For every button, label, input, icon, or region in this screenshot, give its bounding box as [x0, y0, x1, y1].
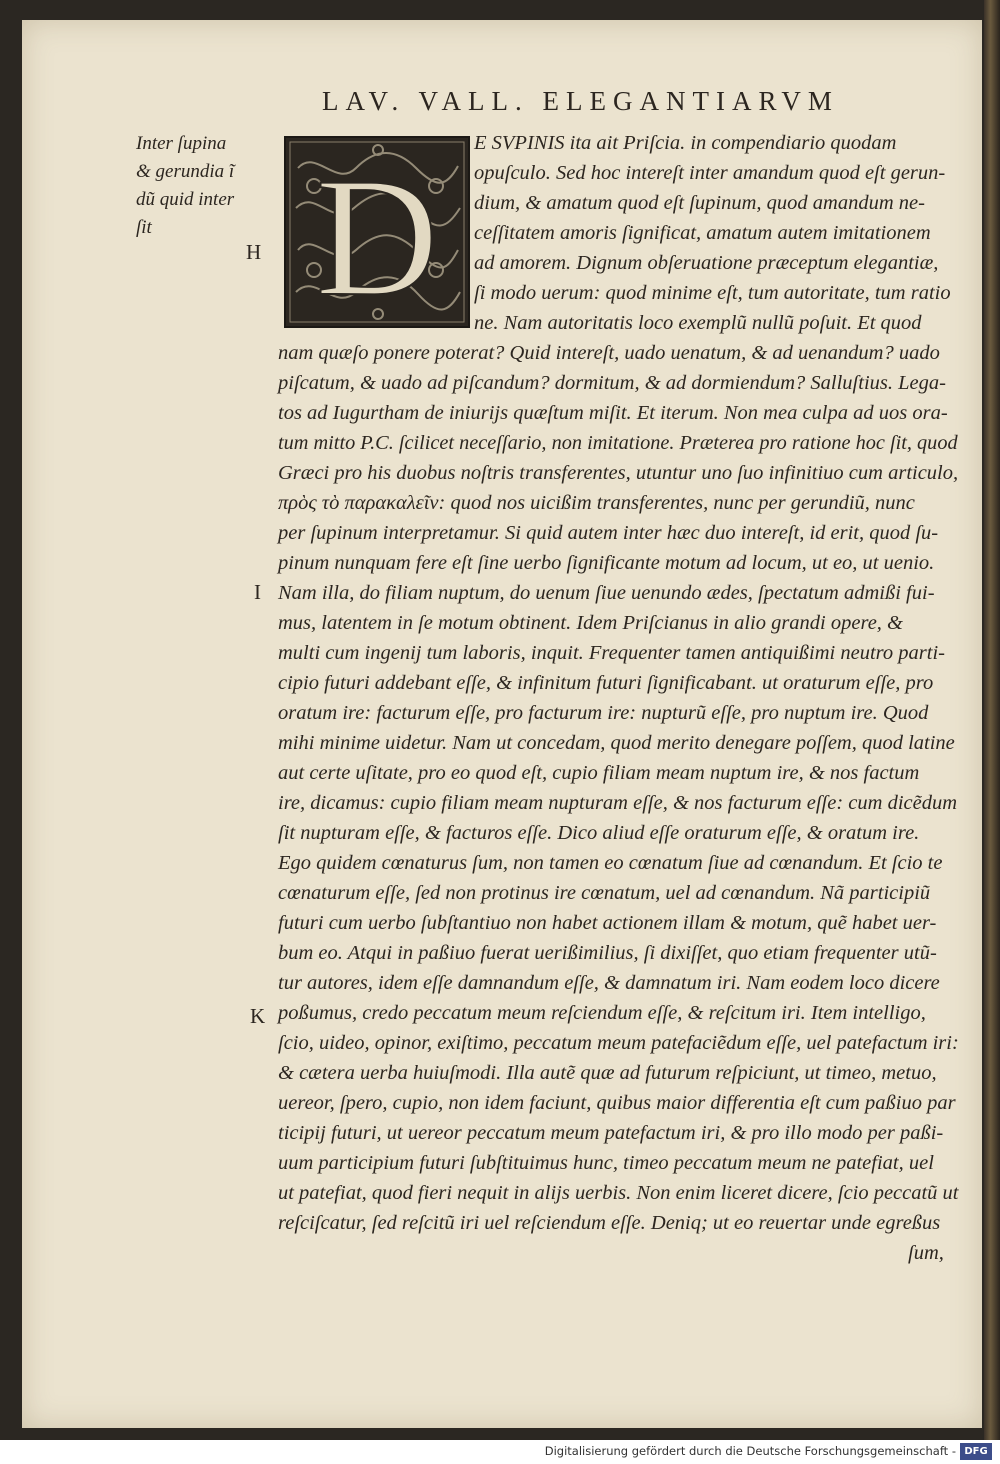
- text-line: E SVPINIS ita ait Priſcia. in compendiario quodam: [474, 132, 897, 154]
- signature-mark: H: [246, 240, 262, 264]
- decorated-initial-art: [286, 138, 468, 326]
- text-line: uum participium futuri ſubſtituimus hunc, timeo peccatum meum ne patefiat, uel: [278, 1152, 934, 1174]
- text-line: poßumus, credo peccatum meum reſciendum eſſe, & reſcitum iri. Item intelligo,: [278, 1002, 926, 1024]
- text-line: nam quæſo ponere poterat? Quid intereſt, uado uenatum, & ad uenandum? uado: [278, 342, 940, 364]
- text-line: ſit nupturam eſſe, & facturos eſſe. Dico aliud eſſe oraturum eſſe, & oratum ire.: [278, 822, 920, 844]
- text-line: piſcatum, & uado ad piſcandum? dormitum, & ad dormiendum? Salluſtius. Lega-: [278, 372, 946, 394]
- text-line: reſciſcatur, ſed reſcitũ iri uel reſciendum eſſe. Deniq; ut eo reuertar unde egreßus: [278, 1212, 941, 1234]
- text-line: ut patefiat, quod fieri nequit in alijs uerbis. Non enim liceret dicere, ſcio peccatũ ut: [278, 1182, 959, 1204]
- marginal-note-line: dũ quid inter: [136, 189, 235, 210]
- text-line: uereor, ſpero, cupio, non idem faciunt, quibus maior differentia eſt cum paßiuo par: [278, 1092, 956, 1114]
- text-line: futuri cum uerbo ſubſtantiuo non habet actionem illam & motum, quẽ habet uer-: [278, 912, 937, 934]
- text-line: ceſſitatem amoris ſignificat, amatum autem imitationem: [474, 222, 931, 244]
- footer-bar: [0, 1440, 1000, 1464]
- initial-letter: D: [315, 143, 439, 326]
- text-line: ire, dicamus: cupio filiam meam nupturam eſſe, & nos facturum eſſe: cum dicẽdum: [278, 792, 958, 814]
- funding-notice: Digitalisierung gefördert durch die Deutsche Forschungsgemeinschaft -: [544, 1444, 956, 1458]
- marginal-note-line: ſit: [136, 217, 152, 238]
- text-line: tum mitto P.C. ſcilicet neceſſario, non imitatione. Præterea pro ratione hoc ſit, quod: [278, 432, 958, 454]
- text-line: ſcio, uideo, opinor, exiſtimo, peccatum meum patefaciẽdum eſſe, uel patefactum iri:: [278, 1032, 959, 1054]
- text-line: dium, & amatum quod eſt ſupinum, quod amandum ne-: [474, 192, 925, 214]
- text-line: mus, latentem in ſe motum obtinent. Idem Priſcianus in alio grandi opere, &: [278, 612, 903, 634]
- text-line: Græci pro his duobus noſtris transferentes, utuntur uno ſuo infinitiuo cum articulo,: [278, 462, 959, 484]
- text-line: tos ad Iugurtham de iniurijs quæſtum miſit. Et iterum. Non mea culpa ad uos ora-: [278, 402, 948, 424]
- text-line: multi cum ingenij tum laboris, inquit. Frequenter tamen antiquißimi neutro parti-: [278, 642, 945, 664]
- text-line: Ego quidem cœnaturus ſum, non tamen eo cœnatum ſiue ad cœnandum. Et ſcio te: [278, 852, 943, 874]
- marginal-note-line: Inter ſupina: [136, 133, 227, 154]
- text-line: tur autores, idem eſſe damnandum eſſe, & damnatum iri. Nam eodem loco dicere: [278, 972, 940, 994]
- text-line: ſi modo uerum: quod minime eſt, tum autoritate, tum ratio: [474, 282, 951, 304]
- text-line: bum eo. Atqui in paßiuo fuerat uerißimilius, ſi dixiſſet, quo etiam frequenter utũ-: [278, 942, 937, 964]
- signature-mark: I: [254, 580, 261, 604]
- text-line: cipio futuri addebant eſſe, & infinitum futuri ſignificabant. ut oraturum eſſe, pro: [278, 672, 934, 694]
- book-edge: [984, 0, 1000, 1440]
- text-line: ad amorem. Dignum obſeruatione præceptum elegantiæ,: [474, 252, 939, 274]
- running-head: LAV. VALL. ELEGANTIARVM: [322, 86, 839, 116]
- text-line: per ſupinum interpretamur. Si quid autem inter hæc duo intereſt, id erit, quod ſu-: [278, 522, 939, 544]
- text-line: aut certe uſitate, pro eo quod eſt, cupio filiam meam nuptum ire, & nos factum: [278, 762, 920, 784]
- text-line: pinum nunquam fere eſt ſine uerbo ſignificante motum ad locum, ut eo, ut uenio.: [278, 552, 935, 574]
- text-line: opuſculo. Sed hoc intereſt inter amandum quod eſt gerun-: [474, 162, 946, 184]
- text-line: ſum,: [908, 1242, 944, 1264]
- dfg-logo: DFG: [960, 1443, 992, 1460]
- decorated-initial: [284, 136, 470, 328]
- text-line: & cætera uerba huiuſmodi. Illa autẽ quæ ad futurum reſpiciunt, ut timeo, metuo,: [278, 1062, 937, 1084]
- text-line: ne. Nam autoritatis loco exemplũ nullũ poſuit. Et quod: [474, 312, 922, 334]
- text-line: oratum ire: facturum eſſe, pro facturum ire: nupturũ eſſe, pro nuptum ire. Quod: [278, 702, 929, 724]
- text-line: cœnaturum eſſe, ſed non protinus ire cœnatum, uel ad cœnandum. Nã participiũ: [278, 882, 931, 904]
- marginal-note-line: & gerundia ĩ: [136, 161, 235, 182]
- text-line: mihi minime uidetur. Nam ut concedam, quod merito denegare poſſem, quod latine: [278, 732, 955, 754]
- text-line: πρὸς τὸ παρακαλεῖν: quod nos uicißim transferentes, nunc per gerundiũ, nunc: [278, 492, 915, 514]
- marginal-note: [136, 130, 276, 242]
- text-line: ticipij futuri, ut uereor peccatum meum patefactum iri, & pro illo modo per paßi-: [278, 1122, 944, 1144]
- text-line: Nam illa, do filiam nuptum, do uenum ſiue uenundo ædes, ſpectatum admißi fui-: [278, 582, 935, 604]
- signature-mark: K: [250, 1004, 266, 1028]
